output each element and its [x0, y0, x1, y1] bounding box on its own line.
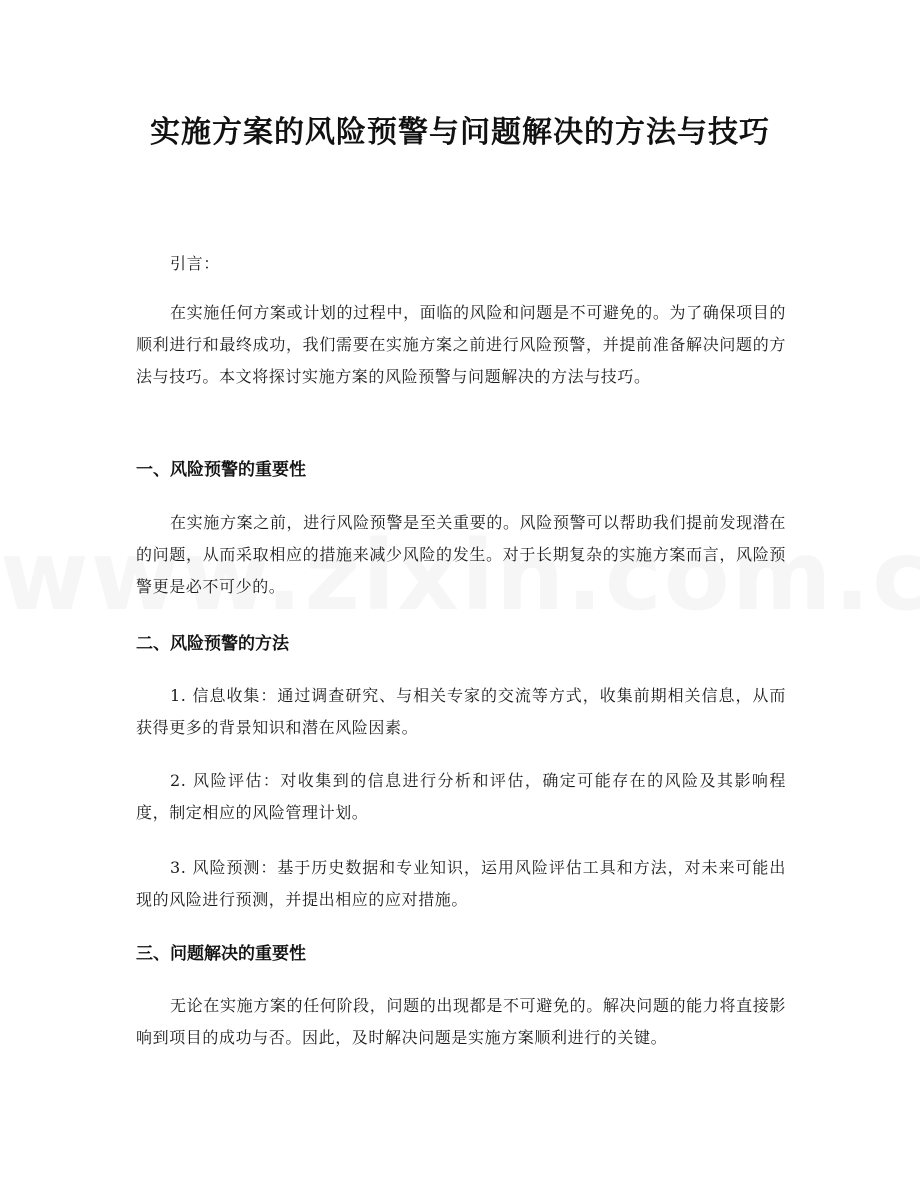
section-heading-1: 一、风险预警的重要性: [136, 460, 306, 480]
section-2-paragraph-2: 2. 风险评估：对收集到的信息进行分析和评估，确定可能存在的风险及其影响程度，制定相应的风险管理计划。: [136, 771, 786, 822]
document-title: 实施方案的风险预警与问题解决的方法与技巧: [150, 115, 770, 150]
section-3-paragraph-1: 无论在实施方案的任何阶段，问题的出现都是不可避免的。解决问题的能力将直接影响到项目的成功与否。因此，及时解决问题是实施方案顺利进行的关键。: [136, 996, 786, 1047]
section-1-paragraph-1: 在实施方案之前，进行风险预警是至关重要的。风险预警可以帮助我们提前发现潜在的问题，从而采取相应的措施来减少风险的发生。对于长期复杂的实施方案而言，风险预警更是必不可少的。: [136, 513, 786, 596]
section-2-paragraph-1: 1. 信息收集：通过调查研究、与相关专家的交流等方式，收集前期相关信息，从而获得更多的背景知识和潜在风险因素。: [136, 686, 786, 737]
intro-paragraph: 在实施任何方案或计划的过程中，面临的风险和问题是不可避免的。为了确保项目的顺利进行和最终成功，我们需要在实施方案之前进行风险预警，并提前准备解决问题的方法与技巧。本文将探讨实施方案的风险预警与问题解决的方法与技巧。: [136, 303, 786, 386]
section-heading-3: 三、问题解决的重要性: [136, 944, 306, 964]
intro-label: 引言：: [170, 254, 220, 273]
section-2-paragraph-3: 3. 风险预测：基于历史数据和专业知识，运用风险评估工具和方法，对未来可能出现的风险进行预测，并提出相应的应对措施。: [136, 858, 786, 909]
section-heading-2: 二、风险预警的方法: [136, 634, 289, 654]
